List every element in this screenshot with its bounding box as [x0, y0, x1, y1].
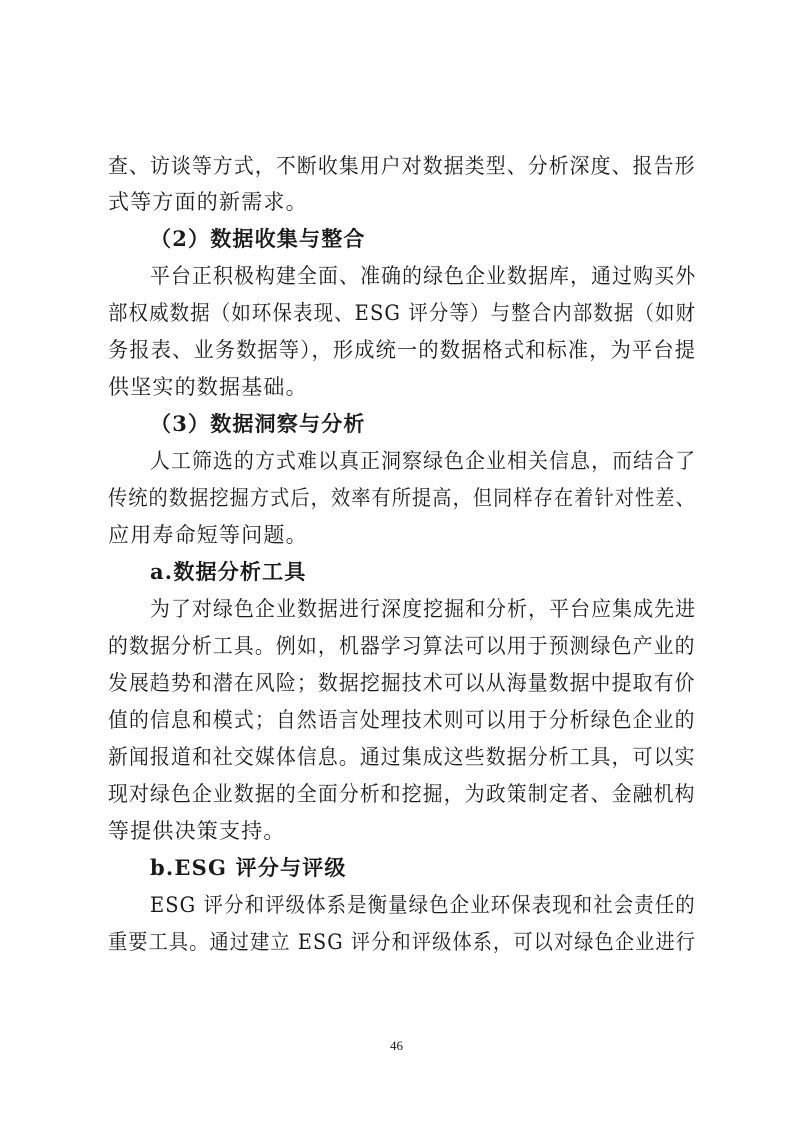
body-text-line: 务报表、业务数据等），形成统一的数据格式和标准，为平台提: [108, 338, 697, 362]
body-text-line: 供坚实的数据基础。: [108, 375, 308, 399]
subsection-heading: a.数据分析工具: [150, 559, 307, 584]
body-text-line: 部权威数据（如环保表现、ESG 评分等）与整合内部数据（如财: [108, 301, 697, 325]
body-text-line: 人工筛选的方式难以真正洞察绿色企业相关信息，而结合了: [150, 449, 697, 473]
body-text-line: 新闻报道和社交媒体信息。通过集成这些数据分析工具，可以实: [108, 745, 696, 769]
body-text-line: ESG 评分和评级体系是衡量绿色企业环保表现和社会责任的: [150, 893, 696, 917]
section-heading: （2）数据收集与整合: [150, 226, 366, 251]
body-text-line: 现对绿色企业数据的全面分析和挖掘，为政策制定者、金融机构: [108, 782, 696, 806]
body-text-line: 重要工具。通过建立 ESG 评分和评级体系，可以对绿色企业进行: [108, 930, 697, 954]
body-text-line: 平台正积极构建全面、准确的绿色企业数据库，通过购买外: [150, 264, 697, 288]
subsection-heading: b.ESG 评分与评级: [150, 855, 347, 880]
body-text-line: 的数据分析工具。例如，机器学习算法可以用于预测绿色产业的: [108, 634, 696, 658]
body-text-line: 传统的数据挖掘方式后，效率有所提高，但同样存在着针对性差、: [108, 486, 696, 510]
body-text-line: 应用寿命短等问题。: [108, 523, 308, 547]
body-text-line: 等提供决策支持。: [108, 819, 286, 843]
body-text-line: 为了对绿色企业数据进行深度挖掘和分析，平台应集成先进: [150, 597, 697, 621]
body-text-line: 发展趋势和潜在风险；数据挖掘技术可以从海量数据中提取有价: [108, 671, 696, 695]
body-text-line: 式等方面的新需求。: [108, 190, 308, 214]
page-number: 46: [390, 1038, 403, 1053]
section-heading: （3）数据洞察与分析: [150, 411, 366, 436]
body-text-line: 查、访谈等方式，不断收集用户对数据类型、分析深度、报告形: [108, 154, 696, 178]
body-text-line: 值的信息和模式；自然语言处理技术则可以用于分析绿色企业的: [108, 708, 696, 732]
